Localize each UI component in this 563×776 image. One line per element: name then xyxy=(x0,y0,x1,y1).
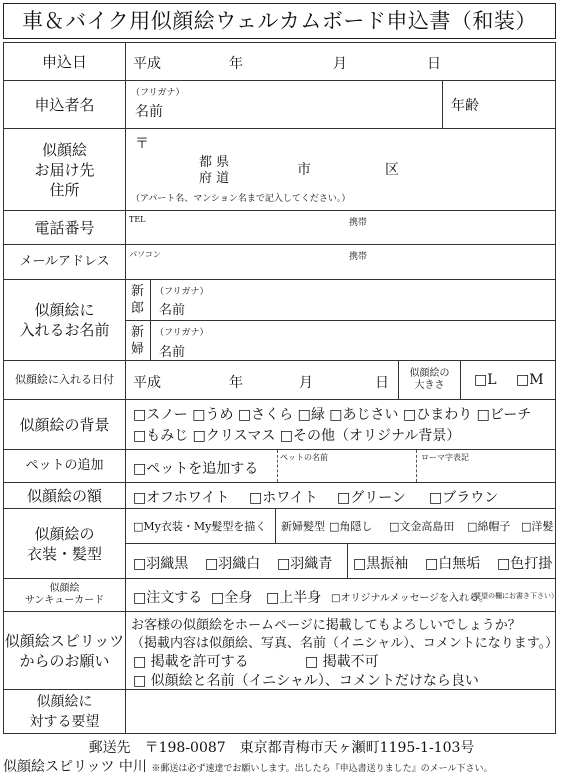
row-costume xyxy=(3,508,556,578)
pet-name-field[interactable] xyxy=(278,450,416,482)
publish-content-note: （掲載内容は似顔絵、写真、名前（イニシャル）、コメントになります。） xyxy=(131,636,559,651)
applicant-label: 申込者名 xyxy=(4,81,126,128)
groom-name-field[interactable] xyxy=(151,280,555,320)
thanks-card-message-checkbox[interactable]: □オリジナルメッセージを入れる。 xyxy=(331,593,490,604)
thanks-card-upper-body-checkbox[interactable]: □上半身 xyxy=(266,590,322,606)
tel-label: TEL xyxy=(129,215,146,224)
bride-label: 新 婦 xyxy=(130,325,144,357)
frame-white-checkbox[interactable]: □ホワイト xyxy=(249,490,318,506)
mailing-address: 郵送先 〒198-0087 東京都青梅市天ヶ瀬町1195-1-103号 xyxy=(88,740,475,756)
form-title: 車＆バイク用似顔絵ウェルカムボード申込書（和装） xyxy=(3,3,556,39)
portrait-size-label: 似顔絵の 大きさ xyxy=(409,368,450,391)
thanks-card-order-checkbox[interactable]: □注文する xyxy=(133,590,203,606)
row-frame xyxy=(3,482,556,508)
background-options-line2: □もみじ □クリスマス □その他（オリジナル背景） xyxy=(133,428,461,444)
divider xyxy=(347,544,348,578)
publish-allow-checkbox[interactable]: □ 掲載を許可する xyxy=(133,654,249,670)
frame-offwhite-checkbox[interactable]: □オフホワイト xyxy=(133,490,230,506)
costume-label: 似顔絵の 衣装・髪型 xyxy=(4,509,126,578)
postal-mark: 〒 xyxy=(135,136,149,152)
row-portrait-date xyxy=(3,360,556,399)
divider xyxy=(275,509,276,543)
mobile-email-label: 携帯 xyxy=(349,252,368,262)
row-applicant xyxy=(3,80,556,128)
portrait-date-label: 似顔絵に入れる日付 xyxy=(4,361,126,399)
email-field[interactable] xyxy=(125,245,555,279)
application-date-label: 申込日 xyxy=(4,43,126,80)
prefecture-top: 都 県 xyxy=(199,155,230,170)
applicant-furigana: （フリガナ） xyxy=(131,88,185,98)
portrait-date-field[interactable] xyxy=(125,361,398,399)
publish-request-label: 似顔絵スピリッツ からのお願い xyxy=(4,612,126,689)
portrait-date-year: 年 xyxy=(229,375,243,391)
city-label: 市 xyxy=(297,162,311,178)
shiromuku-checkbox[interactable]: □白無垢 xyxy=(425,556,481,572)
application-date-era: 平成 xyxy=(133,56,161,72)
portrait-date-day: 日 xyxy=(375,375,389,391)
row-thanks-card xyxy=(3,578,556,611)
groom-label: 新 郎 xyxy=(130,284,144,316)
application-date-day: 日 xyxy=(427,56,441,72)
background-label: 似顔絵の背景 xyxy=(4,400,126,449)
add-pet-checkbox[interactable]: □ペットを追加する xyxy=(133,461,259,477)
sender-note xyxy=(3,756,563,776)
thanks-card-full-body-checkbox[interactable]: □全身 xyxy=(211,590,253,606)
size-l-checkbox[interactable]: □L xyxy=(474,372,497,388)
haori-blue-checkbox[interactable]: □羽織青 xyxy=(277,556,333,572)
thanks-card-message-note: （要望の欄にお書き下さい） xyxy=(467,592,558,600)
row-phone xyxy=(3,210,556,244)
pc-email-label: パソコン xyxy=(129,250,161,259)
portrait-names-label: 似顔絵に 入れるお名前 xyxy=(4,280,126,360)
publish-question: お客様の似顔絵をホームページに掲載してもよろしいでしょうか？ xyxy=(131,618,521,633)
phone-label: 電話番号 xyxy=(4,211,126,244)
background-options[interactable] xyxy=(125,400,555,449)
address-field[interactable] xyxy=(125,129,555,210)
publish-partial-checkbox[interactable]: □ 似顔絵と名前（イニシャル）、コメントだけなら良い xyxy=(133,673,479,689)
express-mail-note: ※郵送は必ず速達でお願いします。出したら『申込書送りました』のメール下さい。 xyxy=(151,764,493,774)
size-m-checkbox[interactable]: □M xyxy=(516,372,544,388)
background-options-line1: □スノー □うめ □さくら □緑 □あじさい □ひまわり □ビーチ xyxy=(133,407,532,423)
row-application-date xyxy=(3,42,556,80)
frame-green-checkbox[interactable]: □グリーン xyxy=(337,490,406,506)
pet-romaji-label: ローマ字表記 xyxy=(421,453,469,462)
western-hair-checkbox[interactable]: □洋髪 xyxy=(521,520,554,533)
portrait-date-era: 平成 xyxy=(133,375,161,391)
costume-own-checkbox[interactable]: □My衣装・My髪型を描く xyxy=(133,520,267,533)
divider xyxy=(125,543,555,544)
row-address xyxy=(3,128,556,210)
application-date-month: 月 xyxy=(333,56,347,72)
company-name: 似顔絵スピリッツ 中川 xyxy=(3,759,147,775)
applicant-age-field[interactable] xyxy=(443,81,555,128)
publish-deny-checkbox[interactable]: □ 掲載不可 xyxy=(305,654,379,670)
haori-black-checkbox[interactable]: □羽織黒 xyxy=(133,556,189,572)
frame-label: 似顔絵の額 xyxy=(4,483,126,508)
requests-field[interactable] xyxy=(125,690,555,733)
address-label: 似顔絵 お届け先 住所 xyxy=(4,129,126,210)
application-form xyxy=(3,42,559,734)
row-email xyxy=(3,244,556,279)
row-requests xyxy=(3,689,556,734)
bride-name-field[interactable] xyxy=(151,321,555,361)
kurofurisode-checkbox[interactable]: □黒振袖 xyxy=(353,556,409,572)
application-date-year: 年 xyxy=(229,56,243,72)
pet-name-label: ペットの名前 xyxy=(280,453,328,462)
mobile-phone-label: 携帯 xyxy=(349,218,368,228)
applicant-age: 年齢 xyxy=(451,98,479,114)
bride-furigana: （フリガナ） xyxy=(155,328,209,338)
divider xyxy=(460,361,461,399)
watabōshi-checkbox[interactable]: □綿帽子 xyxy=(467,520,511,533)
tsunokakushi-checkbox[interactable]: □角隠し xyxy=(329,520,373,533)
portrait-date-month: 月 xyxy=(299,375,313,391)
pet-romaji-field[interactable] xyxy=(417,450,555,482)
thanks-card-label: 似顔絵 サンキューカード xyxy=(4,579,126,611)
bride-hairstyle-label: 新婦髪型 xyxy=(281,520,325,533)
phone-field[interactable] xyxy=(125,211,555,244)
irouchikake-checkbox[interactable]: □色打掛 xyxy=(497,556,553,572)
row-portrait-names xyxy=(3,279,556,360)
applicant-name: 名前 xyxy=(135,104,163,120)
email-label: メールアドレス xyxy=(4,245,126,279)
bride-name: 名前 xyxy=(159,345,186,360)
row-background xyxy=(3,399,556,449)
groom-name: 名前 xyxy=(159,303,186,318)
prefecture-bottom: 府 道 xyxy=(199,171,230,186)
row-pet xyxy=(3,449,556,482)
requests-label: 似顔絵に 対する要望 xyxy=(4,690,126,733)
ward-label: 区 xyxy=(385,162,399,178)
applicant-name-field[interactable] xyxy=(125,81,442,128)
row-publish-request xyxy=(3,611,559,689)
address-note: （アパート名、マンション名まで記入してください。） xyxy=(131,194,351,204)
pet-label: ペットの追加 xyxy=(4,450,126,482)
application-date-field[interactable] xyxy=(125,43,555,80)
haori-white-checkbox[interactable]: □羽織白 xyxy=(205,556,261,572)
bunkin-takashimada-checkbox[interactable]: □文金高島田 xyxy=(389,520,455,533)
frame-brown-checkbox[interactable]: □ブラウン xyxy=(429,490,499,506)
groom-furigana: （フリガナ） xyxy=(155,287,209,297)
